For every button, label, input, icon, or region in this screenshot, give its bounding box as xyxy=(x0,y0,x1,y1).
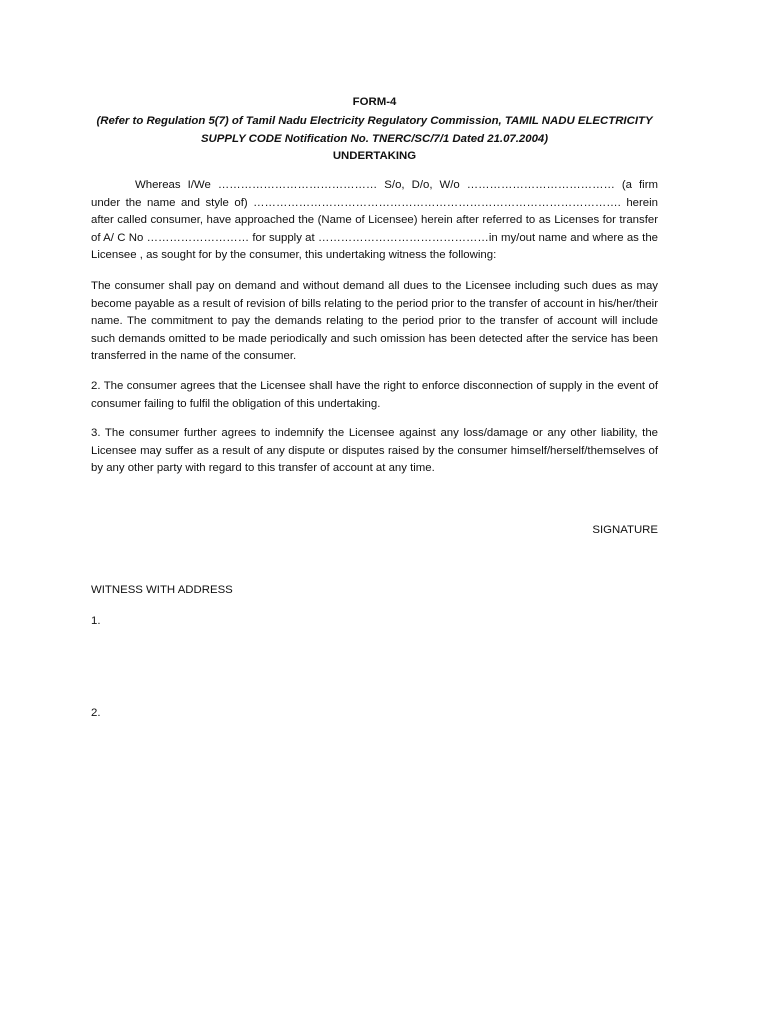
regulation-reference: (Refer to Regulation 5(7) of Tamil Nadu Electricity Regulatory Commission, TAMIL NADU ELECTRICITY SUPPLY CODE Notification No. TNERC/SC/7/1 Dated 21.07.2004) xyxy=(96,115,653,145)
witness-heading: WITNESS WITH ADDRESS xyxy=(91,584,233,596)
undertaking-title: UNDERTAKING xyxy=(332,150,417,162)
paragraph-indemnity: 3. The consumer further agrees to indemnify the Licensee against any loss/damage or any other liability, the Licensee may suffer as a result of any dispute or disputes raised by the consumer himself/herself/themselves of by any other party with regard to this transfer of account at any time. xyxy=(91,427,658,474)
paragraph-disconnection-right: 2. The consumer agrees that the Licensee shall have the right to enforce disconnection of supply in the event of consumer failing to fulfil the obligation of this undertaking. xyxy=(91,380,658,410)
paragraph-payment-obligation: The consumer shall pay on demand and without demand all dues to the Licensee including such dues as may become payable as a result of revision of bills relating to the period prior to the transfer of account in his/her/their name. The commitment to pay the demands relating to the period prior to the transfer of account will include such demands omitted to be made periodically and such omission has been detected after the service has been transferred in the name of the consumer. xyxy=(91,280,658,362)
witness-entry-1: 1. xyxy=(91,615,101,627)
signature-label: SIGNATURE xyxy=(592,524,658,536)
paragraph-consumer-details: Whereas I/We …………………………………… S/o, D/o, W/o ………………………………… (a firm under the name and style of) ……………………………………………………………………………………. herein after called consumer, have approached the (Name of Licensee) herein after referred to as Licenses for transfer of A/ C No ……………………… for supply at ………………………………………in my/out name and where as the Licensee , as sought for by the consumer, this undertaking witness the following: xyxy=(91,179,658,261)
form-title: FORM-4 xyxy=(352,96,397,108)
witness-entry-2: 2. xyxy=(91,707,101,719)
